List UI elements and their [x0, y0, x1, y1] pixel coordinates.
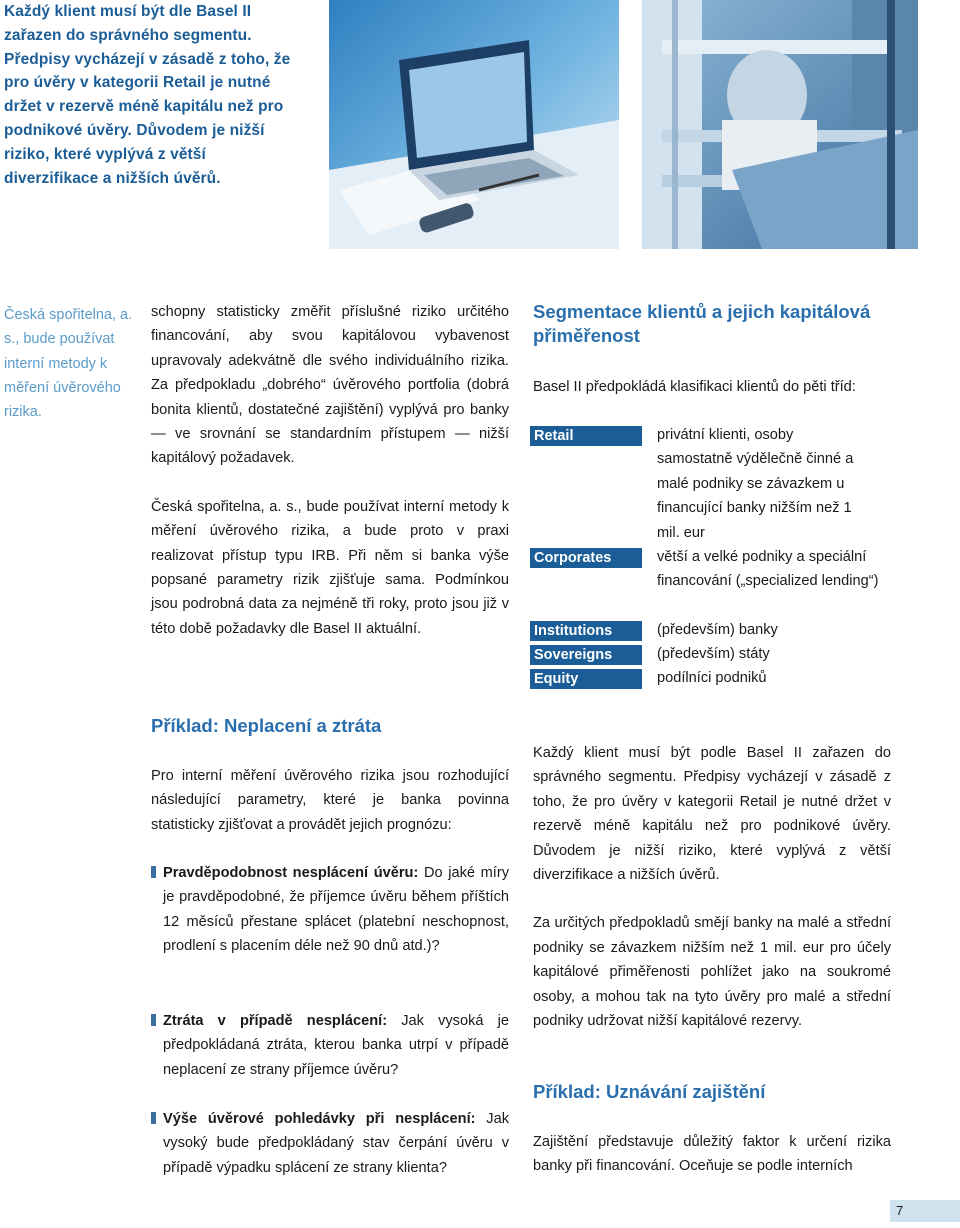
- term-text: Do jaké míry je pravděpodobné, že příjemce úvěru během příštích 12 měsíců přestane splácet (platební neschopnost, prodlení s placením déle než 90 dnů atd.)?: [163, 865, 509, 955]
- example-2-heading: Příklad: Uznávání zajištění: [533, 1081, 766, 1102]
- segment-desc-sovereigns: (především) státy: [657, 646, 770, 662]
- example-1-item-3: [151, 1107, 509, 1180]
- example-1-item-1: [151, 861, 509, 959]
- segment-desc-corporates: větší a velké podniky a speciální financování („specialized lending“): [657, 549, 879, 590]
- segmentation-heading: Segmentace klientů a jejich kapitálová přiměřenost: [533, 301, 871, 346]
- worker-rolls-photo: [642, 0, 918, 249]
- segment-label-institutions: Institutions: [530, 621, 642, 641]
- segment-desc-retail: privátní klienti, osoby samostatně výdělečně činné a malé podniky se závazkem u financující banky nižším než 1 mil. eur: [657, 427, 854, 541]
- bullet-marker: [151, 1014, 156, 1026]
- top-pull-quote: Každý klient musí být dle Basel II zařazen do správného segmentu. Předpisy vycházejí v zásadě z toho, že pro úvěry v kategorii Retail je nutné držet v rezervě méně kapitálu než pro podnikové úvěry. Důvodem je nižší riziko, které vyplývá z větší diverzifikace a nižších úvěrů.: [4, 3, 291, 187]
- term: Pravděpodobnost nesplácení úvěru:: [163, 865, 419, 881]
- term-text: Jak vysoký bude předpokládaný stav čerpání úvěru v případě výpadku splácení ze strany klienta?: [163, 1111, 510, 1176]
- segment-label-corporates: Corporates: [530, 548, 642, 568]
- paragraph: Za určitých předpokladů smějí banky na malé a střední podniky se závazkem nižším než 1 mil. eur pro účely kapitálové přiměřenosti pohlížet jako na soukromé osoby, a mohou tak na tyto úvěry pro malé a střední podniky udržovat nižší kapitálové rezervy.: [533, 915, 891, 1030]
- segmentation-intro: Basel II předpokládá klasifikaci klientů do pěti tříd:: [533, 379, 856, 395]
- example-1-heading: Příklad: Neplacení a ztráta: [151, 715, 382, 736]
- term: Výše úvěrové pohledávky při nesplácení:: [163, 1111, 476, 1127]
- term: Ztráta v případě nesplácení:: [163, 1013, 388, 1029]
- example-1-intro: Pro interní měření úvěrového rizika jsou rozhodující následující parametry, které je banka povinna statisticky zjišťovat a provádět jejich prognózu:: [151, 768, 509, 833]
- bullet-marker: [151, 866, 156, 878]
- laptop-desk-photo: [329, 0, 619, 249]
- segment-desc-institutions: (především) banky: [657, 622, 778, 638]
- segment-label-retail: Retail: [530, 426, 642, 446]
- page-number: 7: [890, 1200, 960, 1222]
- paragraph: Každý klient musí být podle Basel II zařazen do správného segmentu. Předpisy vycházejí v zásadě z toho, že pro úvěry v kategorii Retail je nutné držet v rezervě méně kapitálu než pro podnikové úvěry. Důvodem je nižší riziko, které vyplývá z větší diverzifikace a nižších úvěrů.: [533, 745, 891, 884]
- paragraph: Česká spořitelna, a. s., bude používat interní metody k měření úvěrového rizika, a bude proto v praxi realizovat přístup typu IRB. Při něm si banka výše popsané parametry rizik zjišťuje sama. Podmínkou jsou podrobná data za nejméně tři roky, proto jsou již v této době požadavky dle Basel II aktuální.: [151, 498, 509, 637]
- sidebar-note: Česká spořitelna, a. s., bude používat interní metody k měření úvěrového rizika.: [4, 307, 133, 421]
- segment-desc-equity: podílníci podniků: [657, 670, 767, 686]
- column-2-text: [151, 300, 509, 641]
- term-text: Jak vysoká je předpokládaná ztráta, kterou banka utrpí v případě neplacení ze strany příjemce úvěru?: [163, 1013, 509, 1078]
- segment-label-equity: Equity: [530, 669, 642, 689]
- example-2-text: Zajištění představuje důležitý faktor k určení rizika banky při financování. Oceňuje se podle interních: [533, 1134, 891, 1175]
- example-1-item-2: [151, 1009, 509, 1082]
- segment-label-sovereigns: Sovereigns: [530, 645, 642, 665]
- column-3-text: [533, 741, 891, 1033]
- paragraph: schopny statisticky změřit příslušné riziko určitého financování, aby svou kapitálovou vybavenost upravovaly adekvátně dle svého individuálního rizika. Za předpokladu „dobrého“ úvěrového portfolia (dobrá bonita klientů, dostatečné zajištění) vyplývá pro banky — ve srovnání se standardním přístupem — nižší kapitálový požadavek.: [151, 304, 509, 467]
- bullet-marker: [151, 1112, 156, 1124]
